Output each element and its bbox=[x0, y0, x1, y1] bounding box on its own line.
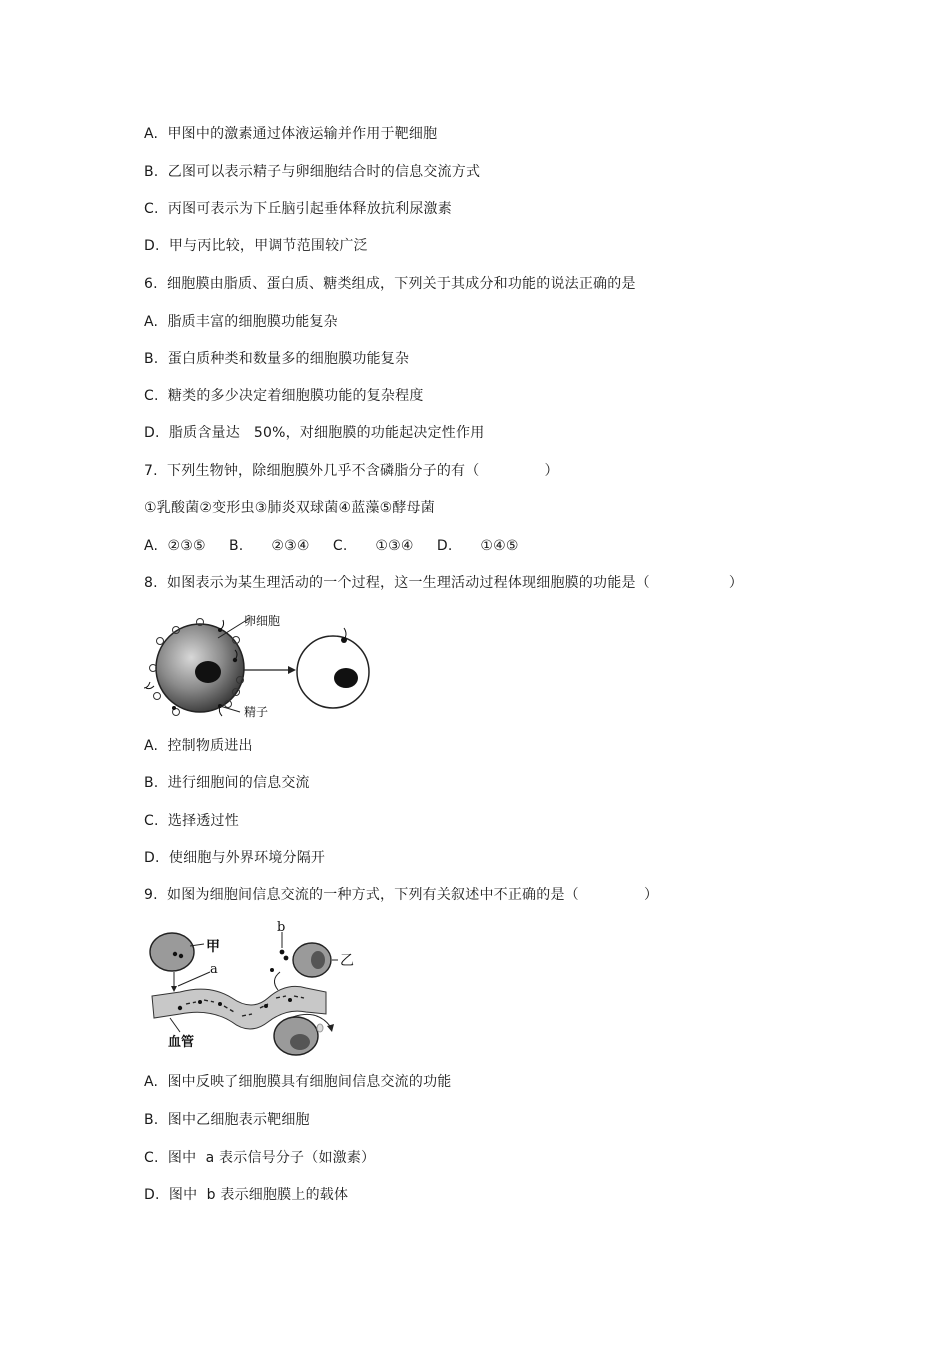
cell-signaling-figure bbox=[140, 918, 370, 1060]
label-jia: 甲 bbox=[206, 939, 220, 955]
q9-stem: 9. 如图为细胞间信息交流的一种方式，下列有关叙述中不正确的是（ ） bbox=[144, 887, 659, 903]
cell-target-lower bbox=[274, 1014, 334, 1055]
q5-option-a: A. 甲图中的激素通过体液运输并作用于靶细胞 bbox=[144, 126, 438, 142]
q5-option-b: B. 乙图可以表示精子与卵细胞结合时的信息交流方式 bbox=[144, 164, 481, 180]
q7-options: A. ②③⑤ B. ②③④ C. ①③④ D. ①④⑤ bbox=[144, 538, 519, 554]
q6-option-d: D. 脂质含量达 50%，对细胞膜的功能起决定性作用 bbox=[144, 425, 485, 441]
cell-jia bbox=[150, 933, 210, 992]
fertilization-figure bbox=[140, 608, 380, 726]
label-b: b bbox=[277, 920, 286, 935]
q8-option-a: A. 控制物质进出 bbox=[144, 738, 253, 754]
q9-option-d: D. 图中 b 表示细胞膜上的载体 bbox=[144, 1187, 349, 1203]
q5-option-c: C. 丙图可表示为下丘脑引起垂体释放抗利尿激素 bbox=[144, 201, 452, 217]
q6-option-b: B. 蛋白质种类和数量多的细胞膜功能复杂 bbox=[144, 351, 410, 367]
q7-items: ①乳酸菌②变形虫③肺炎双球菌④蓝藻⑤酵母菌 bbox=[144, 500, 435, 516]
q9-option-b: B. 图中乙细胞表示靶细胞 bbox=[144, 1112, 310, 1128]
label-yi: 乙 bbox=[340, 953, 354, 969]
q8-option-d: D. 使细胞与外界环境分隔开 bbox=[144, 850, 326, 866]
q8-stem: 8. 如图表示为某生理活动的一个过程，这一生理活动过程体现细胞膜的功能是（ ） bbox=[144, 575, 744, 591]
q6-stem: 6. 细胞膜由脂质、蛋白质、糖类组成，下列关于其成分和功能的说法正确的是 bbox=[144, 276, 636, 292]
q8-option-b: B. 进行细胞间的信息交流 bbox=[144, 775, 310, 791]
q6-option-a: A. 脂质丰富的细胞膜功能复杂 bbox=[144, 314, 338, 330]
process-arrow bbox=[244, 666, 296, 674]
q9-option-c: C. 图中 a 表示信号分子（如激素） bbox=[144, 1150, 376, 1166]
q5-option-d: D. 甲与丙比较，甲调节范围较广泛 bbox=[144, 238, 368, 254]
q9-option-a: A. 图中反映了细胞膜具有细胞间信息交流的功能 bbox=[144, 1074, 452, 1090]
cell-yi bbox=[270, 932, 338, 990]
q6-option-c: C. 糖类的多少决定着细胞膜功能的复杂程度 bbox=[144, 388, 424, 404]
egg-cell-with-sperm bbox=[144, 618, 250, 716]
label-vessel: 血管 bbox=[168, 1035, 195, 1050]
egg-cell-label: 卵细胞 bbox=[244, 614, 281, 628]
q7-stem: 7. 下列生物钟，除细胞膜外几乎不含磷脂分子的有（ ） bbox=[144, 463, 559, 479]
label-a: a bbox=[210, 962, 218, 977]
q8-option-c: C. 选择透过性 bbox=[144, 813, 239, 829]
sperm-label: 精子 bbox=[244, 705, 269, 719]
fertilized-egg-cell bbox=[297, 628, 369, 708]
